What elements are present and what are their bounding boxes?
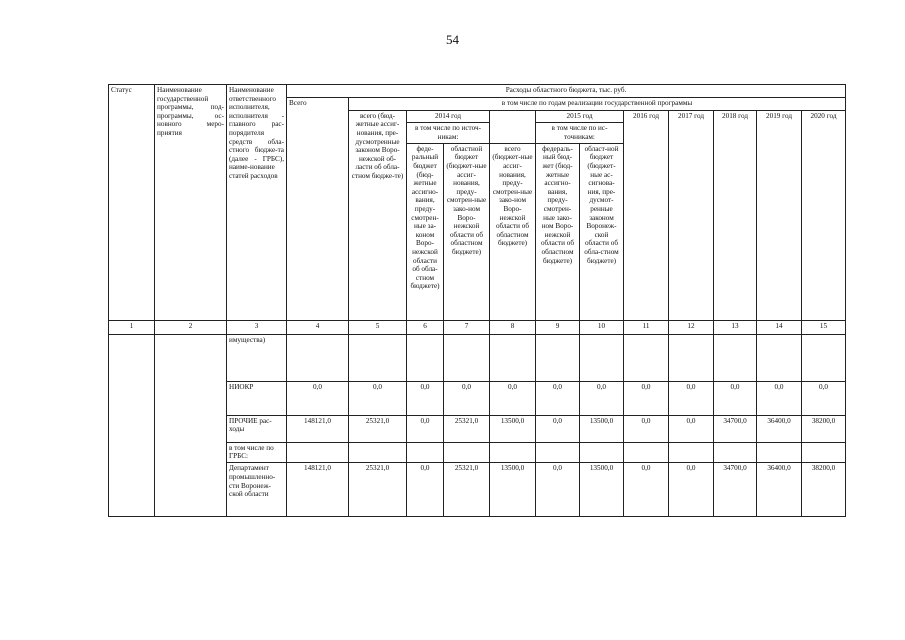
- value-cell: 0,0: [669, 415, 714, 442]
- year-2014-header: 2014 год: [407, 110, 490, 122]
- value-cell: 25321,0: [349, 415, 407, 442]
- value-cell: 25321,0: [349, 463, 407, 517]
- table-row: [109, 335, 846, 381]
- other-expenses-label: ПРОЧИЕ рас-ходы: [227, 415, 287, 442]
- column-number: 5: [349, 321, 407, 335]
- expenses-title: Расходы областного бюджета, тыс. руб.: [287, 85, 846, 98]
- value-cell: 148121,0: [287, 463, 349, 517]
- value-cell: 13500,0: [580, 415, 624, 442]
- year-2018-header: 2018 год: [714, 110, 757, 320]
- value-cell: 25321,0: [444, 463, 490, 517]
- empty-cell: [802, 442, 846, 463]
- value-cell: 148121,0: [287, 415, 349, 442]
- column-number: 10: [580, 321, 624, 335]
- year-2019-header: 2019 год: [757, 110, 802, 320]
- empty-cell: [349, 335, 407, 381]
- value-cell: 0,0: [669, 463, 714, 517]
- empty-cell: [536, 335, 580, 381]
- value-cell: 0,0: [536, 463, 580, 517]
- year-2016-header: 2016 год: [624, 110, 669, 320]
- regional-2015-header: област-ной бюджет (бюджет-ные ас-сигнова-ния, пре-дусмот-ренные законом Воронеж-ской области об обла-стном бюджете): [580, 143, 624, 320]
- value-cell: 0,0: [287, 381, 349, 415]
- value-cell: 0,0: [624, 463, 669, 517]
- executor-name-header: Наименование ответственного исполнителя, исполнителя - главного рас-порядителя средств обла-стного бюдже-та (далее - ГРБС), наиме-нование статей расходов: [227, 85, 287, 321]
- status-cell: [109, 335, 155, 517]
- empty-cell: [490, 442, 536, 463]
- value-cell: 0,0: [407, 381, 444, 415]
- value-cell: 25321,0: [444, 415, 490, 442]
- federal-2014-header: феде-ральный бюджет (бюд-жетные ассигно-вания, преду-смотрен-ные за-коном Воро-нежской области об обла-стном бюджете): [407, 143, 444, 320]
- value-cell: 0,0: [669, 381, 714, 415]
- by-years-header: в том числе по годам реализации государственной программы: [349, 98, 846, 110]
- value-cell: 13500,0: [580, 463, 624, 517]
- year-2020-header: 2020 год: [802, 110, 846, 320]
- value-cell: 0,0: [444, 381, 490, 415]
- empty-cell: [407, 335, 444, 381]
- empty-cell: [444, 335, 490, 381]
- empty-cell: [287, 335, 349, 381]
- empty-cell: [624, 442, 669, 463]
- program-name-header: Наименование государственной программы, под-программы, ос-новного меро-приятия: [155, 85, 227, 321]
- program-cell: [155, 335, 227, 517]
- empty-cell: [444, 442, 490, 463]
- column-number: 6: [407, 321, 444, 335]
- column-number: 14: [757, 321, 802, 335]
- column-number: 4: [287, 321, 349, 335]
- sources-2015-header: в том числе по ис-точникам:: [536, 123, 624, 144]
- column-number: 2: [155, 321, 227, 335]
- all-2015-header: всего (бюджет-ные ассиг-нования, преду-смотрен-ные зако-ном Воро-нежской области об областном бюджете): [490, 143, 536, 320]
- column-number: 9: [536, 321, 580, 335]
- column-number: 1: [109, 321, 155, 335]
- value-cell: 0,0: [624, 381, 669, 415]
- empty-cell: [407, 442, 444, 463]
- value-cell: 38200,0: [802, 415, 846, 442]
- value-cell: 0,0: [624, 415, 669, 442]
- blank-2014-cell: [490, 110, 536, 143]
- column-numbers-row: [109, 321, 846, 335]
- total-header: Всего: [287, 98, 349, 321]
- empty-cell: [580, 442, 624, 463]
- column-number: 15: [802, 321, 846, 335]
- year-2017-header: 2017 год: [669, 110, 714, 320]
- value-cell: 36400,0: [757, 463, 802, 517]
- empty-cell: [536, 442, 580, 463]
- value-cell: 34700,0: [714, 463, 757, 517]
- value-cell: 34700,0: [714, 415, 757, 442]
- column-number: 3: [227, 321, 287, 335]
- empty-cell: [669, 335, 714, 381]
- value-cell: 13500,0: [490, 415, 536, 442]
- column-number: 13: [714, 321, 757, 335]
- budget-table: [108, 84, 846, 517]
- value-cell: 0,0: [536, 415, 580, 442]
- value-cell: 36400,0: [757, 415, 802, 442]
- niokr-label: НИОКР: [227, 381, 287, 415]
- column-number: 8: [490, 321, 536, 335]
- value-cell: 0,0: [407, 463, 444, 517]
- empty-cell: [714, 442, 757, 463]
- empty-cell: [714, 335, 757, 381]
- grbs-label: в том числе по ГРБС:: [227, 442, 287, 463]
- regional-2014-header: областной бюджет (бюджет-ные ассиг-нования, преду-смотрен-ные зако-ном Воро-нежской области об областном бюджете): [444, 143, 490, 320]
- value-cell: 0,0: [757, 381, 802, 415]
- value-cell: 0,0: [490, 381, 536, 415]
- empty-cell: [580, 335, 624, 381]
- column-number: 7: [444, 321, 490, 335]
- value-cell: 0,0: [802, 381, 846, 415]
- value-cell: 0,0: [580, 381, 624, 415]
- empty-cell: [349, 442, 407, 463]
- value-cell: 0,0: [714, 381, 757, 415]
- value-cell: 13500,0: [490, 463, 536, 517]
- value-cell: 0,0: [349, 381, 407, 415]
- empty-cell: [802, 335, 846, 381]
- all-assignments-header: всего (бюд-жетные ассиг-нования, пре-дусмотренные законом Воро-нежской об-ласти об обла-стном бюдже-те): [349, 110, 407, 320]
- status-header: Статус: [109, 85, 155, 321]
- year-2015-header: 2015 год: [536, 110, 624, 122]
- page-number: 54: [446, 32, 459, 47]
- empty-cell: [624, 335, 669, 381]
- empty-cell: [490, 335, 536, 381]
- column-number: 11: [624, 321, 669, 335]
- empty-cell: [669, 442, 714, 463]
- value-cell: 0,0: [536, 381, 580, 415]
- sources-2014-header: в том числе по источ-никам:: [407, 123, 490, 144]
- empty-cell: [287, 442, 349, 463]
- column-number: 12: [669, 321, 714, 335]
- federal-2015-header: федераль-ный бюд-жет (бюд-жетные ассигно-вания, преду-смотрен-ные зако-ном Воро-нежской области об областном бюджете): [536, 143, 580, 320]
- property-label: имущества): [227, 335, 287, 381]
- empty-cell: [757, 335, 802, 381]
- value-cell: 0,0: [407, 415, 444, 442]
- empty-cell: [757, 442, 802, 463]
- value-cell: 38200,0: [802, 463, 846, 517]
- department-label: Департамент промышленно-сти Воронеж-ской области: [227, 463, 287, 517]
